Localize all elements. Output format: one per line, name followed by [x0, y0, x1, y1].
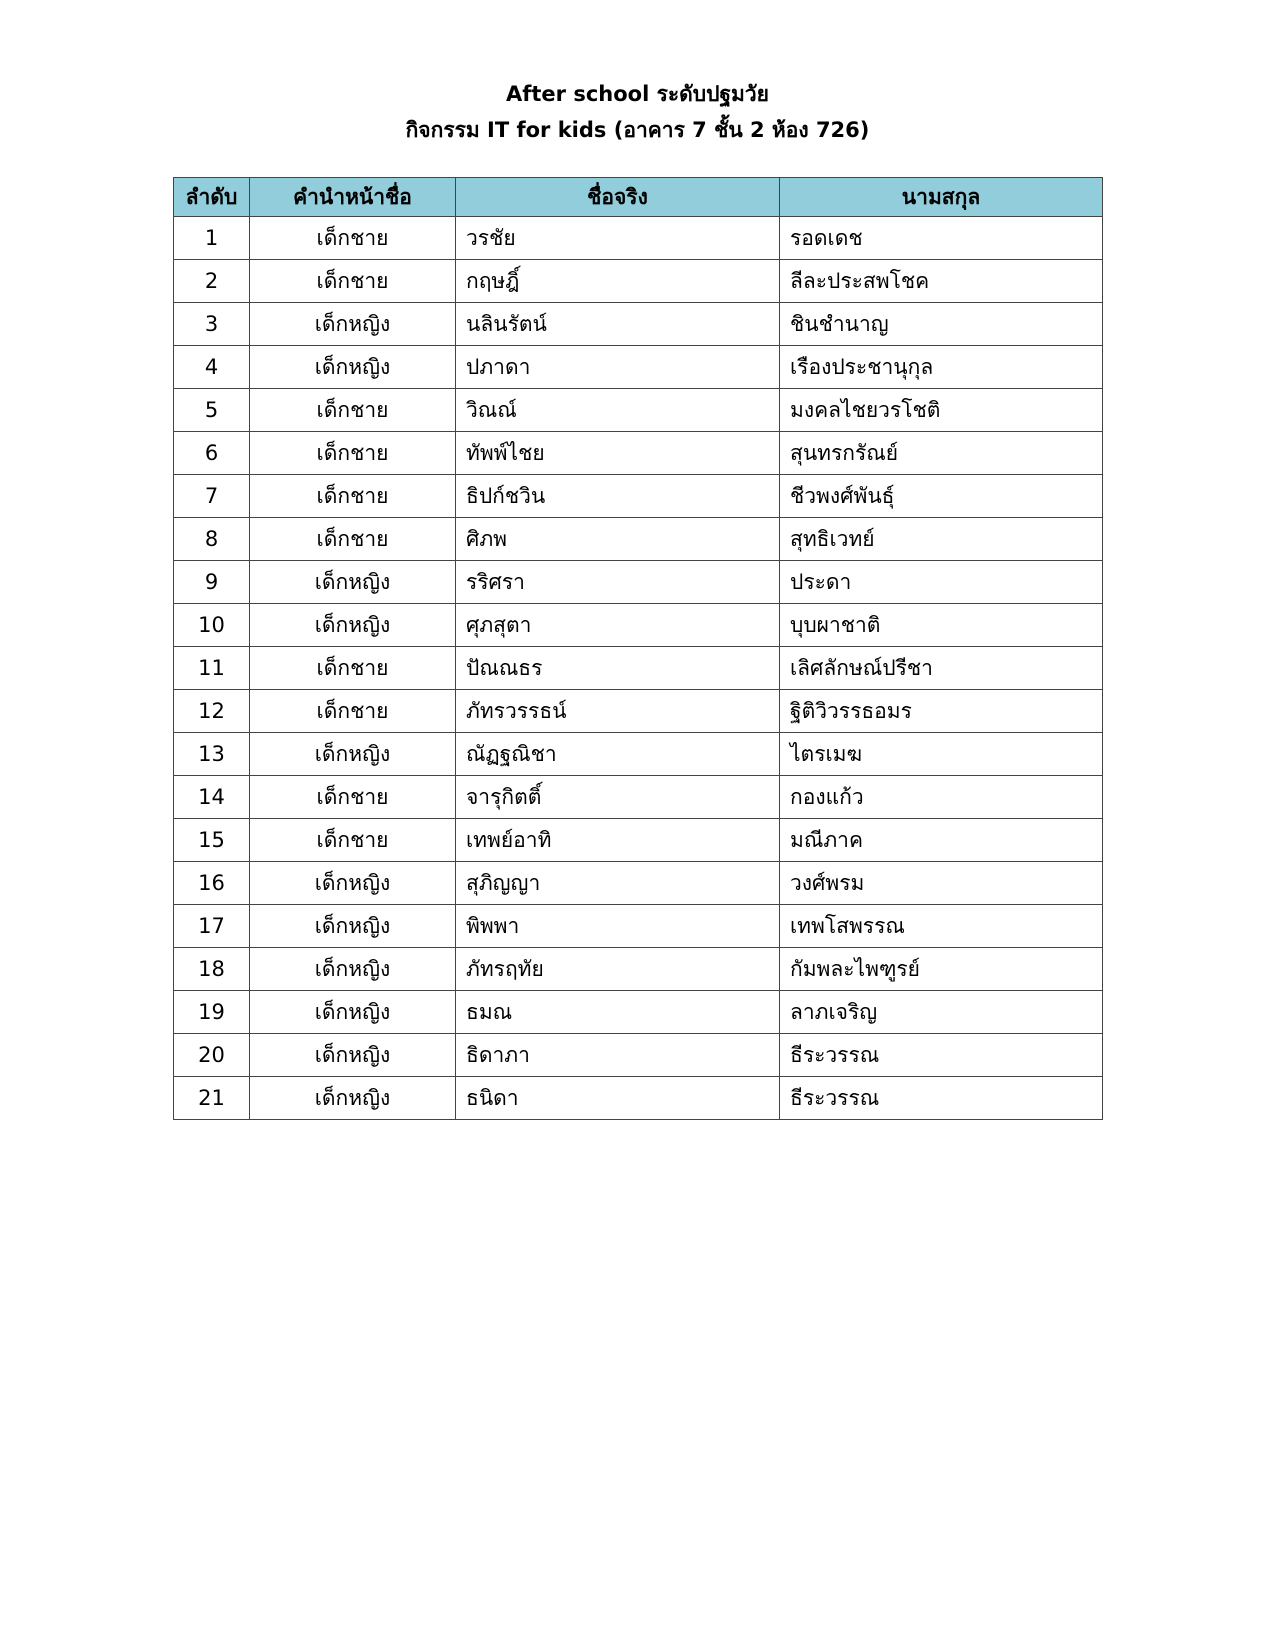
cell-first-name: จารุกิตติ์	[456, 776, 780, 819]
cell-number: 10	[174, 604, 250, 647]
cell-last-name: ลาภเจริญ	[780, 991, 1103, 1034]
cell-last-name: กองแก้ว	[780, 776, 1103, 819]
cell-prefix: เด็กชาย	[250, 475, 456, 518]
cell-last-name: สุทธิเวทย์	[780, 518, 1103, 561]
cell-number: 13	[174, 733, 250, 776]
document-header	[0, 76, 1275, 148]
column-header-number: ลำดับ	[174, 178, 250, 217]
cell-first-name: สุภิญญา	[456, 862, 780, 905]
table-row	[174, 733, 1103, 776]
cell-last-name: เลิศลักษณ์ปรีชา	[780, 647, 1103, 690]
cell-number: 3	[174, 303, 250, 346]
cell-number: 20	[174, 1034, 250, 1077]
cell-prefix: เด็กชาย	[250, 389, 456, 432]
cell-number: 8	[174, 518, 250, 561]
cell-first-name: กฤษฎิ์	[456, 260, 780, 303]
cell-prefix: เด็กชาย	[250, 819, 456, 862]
document-title: After school ระดับปฐมวัย	[506, 82, 769, 106]
cell-last-name: ประดา	[780, 561, 1103, 604]
cell-prefix: เด็กหญิง	[250, 604, 456, 647]
table-row	[174, 948, 1103, 991]
cell-prefix: เด็กหญิง	[250, 346, 456, 389]
cell-first-name: วรชัย	[456, 217, 780, 260]
cell-first-name: ธิดาภา	[456, 1034, 780, 1077]
cell-prefix: เด็กชาย	[250, 518, 456, 561]
column-header-last-name: นามสกุล	[780, 178, 1103, 217]
table-row	[174, 690, 1103, 733]
cell-number: 2	[174, 260, 250, 303]
cell-last-name: มณีภาค	[780, 819, 1103, 862]
cell-last-name: ไตรเมฆ	[780, 733, 1103, 776]
cell-last-name: ชีวพงศ์พันธุ์	[780, 475, 1103, 518]
cell-prefix: เด็กชาย	[250, 690, 456, 733]
cell-number: 9	[174, 561, 250, 604]
table-row	[174, 389, 1103, 432]
cell-last-name: เรืองประชานุกุล	[780, 346, 1103, 389]
cell-last-name: รอดเดช	[780, 217, 1103, 260]
cell-prefix: เด็กหญิง	[250, 948, 456, 991]
column-header-prefix: คำนำหน้าชื่อ	[250, 178, 456, 217]
cell-number: 18	[174, 948, 250, 991]
table-row	[174, 346, 1103, 389]
table-row	[174, 432, 1103, 475]
cell-prefix: เด็กหญิง	[250, 1077, 456, 1120]
table-body	[174, 217, 1103, 1120]
column-header-first-name: ชื่อจริง	[456, 178, 780, 217]
cell-number: 7	[174, 475, 250, 518]
cell-last-name: เทพโสพรรณ	[780, 905, 1103, 948]
cell-prefix: เด็กชาย	[250, 260, 456, 303]
table-row	[174, 561, 1103, 604]
cell-last-name: ฐิติวิวรรธอมร	[780, 690, 1103, 733]
cell-number: 17	[174, 905, 250, 948]
cell-last-name: มงคลไชยวรโชติ	[780, 389, 1103, 432]
table-row	[174, 217, 1103, 260]
table-row	[174, 260, 1103, 303]
cell-last-name: สุนทรกรัณย์	[780, 432, 1103, 475]
table-row	[174, 303, 1103, 346]
table-header	[174, 178, 1103, 217]
cell-last-name: วงศ์พรม	[780, 862, 1103, 905]
table-row	[174, 647, 1103, 690]
table-row	[174, 604, 1103, 647]
cell-prefix: เด็กชาย	[250, 776, 456, 819]
cell-first-name: เทพย์อาทิ	[456, 819, 780, 862]
cell-prefix: เด็กหญิง	[250, 991, 456, 1034]
table-row	[174, 475, 1103, 518]
cell-number: 19	[174, 991, 250, 1034]
document-subtitle: กิจกรรม IT for kids (อาคาร 7 ชั้น 2 ห้อง 726)	[405, 118, 870, 142]
cell-prefix: เด็กหญิง	[250, 733, 456, 776]
cell-first-name: ภัทรฤทัย	[456, 948, 780, 991]
cell-first-name: ณัฏฐณิชา	[456, 733, 780, 776]
cell-last-name: บุบผาชาติ	[780, 604, 1103, 647]
cell-last-name: ลีละประสพโชค	[780, 260, 1103, 303]
cell-number: 21	[174, 1077, 250, 1120]
cell-prefix: เด็กหญิง	[250, 862, 456, 905]
cell-first-name: วิณณ์	[456, 389, 780, 432]
cell-first-name: ศิภพ	[456, 518, 780, 561]
table-row	[174, 905, 1103, 948]
cell-number: 4	[174, 346, 250, 389]
cell-prefix: เด็กชาย	[250, 647, 456, 690]
cell-last-name: ชินชำนาญ	[780, 303, 1103, 346]
cell-last-name: ธีระวรรณ	[780, 1034, 1103, 1077]
table-header-row	[174, 178, 1103, 217]
cell-number: 6	[174, 432, 250, 475]
cell-prefix: เด็กหญิง	[250, 303, 456, 346]
cell-first-name: รริศรา	[456, 561, 780, 604]
cell-number: 16	[174, 862, 250, 905]
cell-prefix: เด็กชาย	[250, 432, 456, 475]
cell-first-name: ธิปก์ชวิน	[456, 475, 780, 518]
student-table	[173, 177, 1103, 1120]
cell-first-name: ภัทรวรรธน์	[456, 690, 780, 733]
cell-prefix: เด็กหญิง	[250, 905, 456, 948]
cell-first-name: นลินรัตน์	[456, 303, 780, 346]
cell-first-name: ธนิดา	[456, 1077, 780, 1120]
cell-first-name: ธมณ	[456, 991, 780, 1034]
cell-number: 5	[174, 389, 250, 432]
cell-first-name: ปัณณธร	[456, 647, 780, 690]
table-row	[174, 518, 1103, 561]
table-row	[174, 991, 1103, 1034]
cell-prefix: เด็กหญิง	[250, 561, 456, 604]
cell-last-name: ธีระวรรณ	[780, 1077, 1103, 1120]
table-row	[174, 862, 1103, 905]
cell-first-name: ศุภสุตา	[456, 604, 780, 647]
cell-number: 14	[174, 776, 250, 819]
table-row	[174, 1077, 1103, 1120]
cell-prefix: เด็กหญิง	[250, 1034, 456, 1077]
cell-number: 15	[174, 819, 250, 862]
cell-number: 1	[174, 217, 250, 260]
table-row	[174, 1034, 1103, 1077]
cell-first-name: พิพพา	[456, 905, 780, 948]
table-row	[174, 819, 1103, 862]
cell-last-name: กัมพละไพฑูรย์	[780, 948, 1103, 991]
cell-first-name: ทัพพ์ไชย	[456, 432, 780, 475]
table-row	[174, 776, 1103, 819]
cell-number: 12	[174, 690, 250, 733]
cell-prefix: เด็กชาย	[250, 217, 456, 260]
cell-first-name: ปภาดา	[456, 346, 780, 389]
cell-number: 11	[174, 647, 250, 690]
